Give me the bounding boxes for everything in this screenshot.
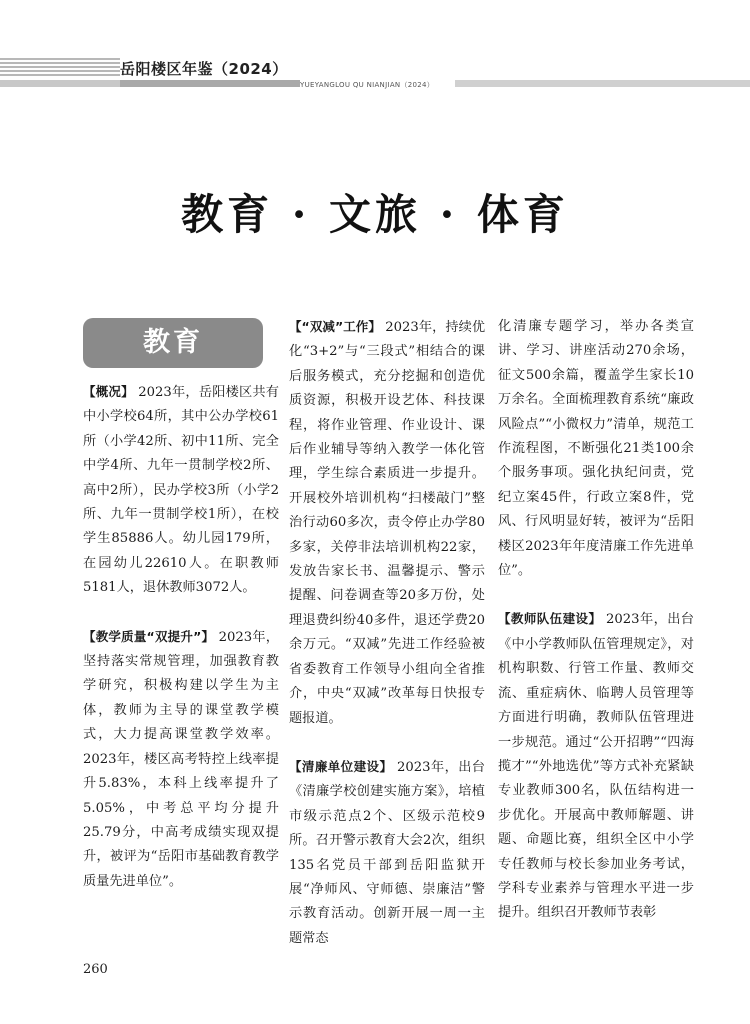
column-1	[83, 380, 279, 918]
integrity-text: 2023年，出台《清廉学校创建实施方案》，培植市级示范点2个、区级示范校9所。召开警示教育大会2次，组织135名党员干部到岳阳监狱开展“净师风、守师德、崇廉洁”警示教育活动。创新开展一周一主题常态	[289, 759, 485, 946]
quality-label: 【教学质量“双提升”】	[83, 628, 215, 644]
paragraph-teachers	[498, 607, 694, 925]
header-rule-left	[0, 80, 120, 87]
integrity-label: 【清廉单位建设】	[289, 758, 393, 774]
overview-text: 2023年，岳阳楼区共有中小学校64所，其中公办学校61所（小学42所、初中11所、完全中学4所、九年一贯制学校2所、高中2所），民办学校3所（小学2所、九年一贯制学校1所），在校学生85886人。幼儿园179所，在园幼儿22610人。在职教师5181人，退休教师3072人。	[83, 385, 279, 596]
teachers-label: 【教师队伍建设】	[498, 611, 602, 627]
page-number: 260	[83, 962, 108, 977]
double-reduction-label: 【“双减”工作】	[289, 319, 381, 334]
overview-label: 【概况】	[83, 384, 134, 399]
integrity-continued-text: 化清廉专题学习，举办各类宣讲、学习、讲座活动270余场，征文500余篇，覆盖学生家长10万余名。全面梳理教育系统“廉政风险点”“小微权力”清单，规范工作流程图，不断强化21类100余个服务事项。强化执纪问责，党纪立案45件，行政立案8件，党风、行风明显好转，被评为“岳阳楼区2023年年度清廉工作先进单位”。	[498, 319, 694, 579]
yearbook-title: 岳阳楼区年鉴（2024）	[120, 60, 288, 78]
header-decoration	[0, 58, 120, 80]
teachers-text: 2023年，出台《中小学教师队伍管理规定》，对机构职数、行管工作量、教师交流、重症病休、临聘人员管理等方面进行明确，教师队伍管理进一步规范。通过“公开招聘”“四海揽才”“外地选优”等方式补充紧缺专业教师300名，队伍结构进一步优化。开展高中教师解题、讲题、命题比赛，组织全区中小学专任教师与校长参加业务考试，学科专业素养与管理水平进一步提升。组织召开教师节表彰	[498, 612, 694, 921]
paragraph-double-reduction	[289, 315, 485, 731]
paragraph-overview	[83, 380, 279, 601]
yearbook-subtitle: YUEYANGLOU QU NIANJIAN（2024）	[300, 81, 435, 89]
section-tab-education: 教育	[83, 318, 263, 368]
column-2	[289, 315, 485, 951]
column-3	[498, 315, 694, 926]
paragraph-integrity-continued	[498, 315, 694, 583]
paragraph-quality	[83, 625, 279, 894]
quality-text: 2023年，坚持落实常规管理，加强教育教学研究，积极构建以学生为主体，教师为主导的课堂教学模式，大力提高课堂教学效率。2023年，楼区高考特控上线率提升5.83%，本科上线率提升了5.05%，中考总平均分提升25.79分，中高考成绩实现双提升，被评为“岳阳市基础教育教学质量先进单位”。	[83, 629, 279, 889]
header-rule-right	[455, 80, 750, 87]
double-reduction-text: 2023年，持续优化“3+2”与“三段式”相结合的课后服务模式，充分挖掘和创造优质资源，积极开设艺体、科技课程，将作业管理、作业设计、课后作业辅导等纳入教学一体化管理，学生综合素质进一步提升。开展校外培训机构“扫楼敲门”整治行动60多次，责令停止办学80多家，关停非法培训机构22家，发放告家长书、温馨提示、警示提醒、问卷调查等20多万份，处理退费纠纷40多件，退还学费20余万元。“双减”先进工作经验被省委教育工作领导小组向全省推介，中央“双减”改革每日快报专题报道。	[289, 320, 486, 726]
paragraph-integrity	[289, 755, 485, 951]
chapter-title: 教育 · 文旅 · 体育	[181, 190, 569, 239]
header-rule	[120, 80, 300, 87]
